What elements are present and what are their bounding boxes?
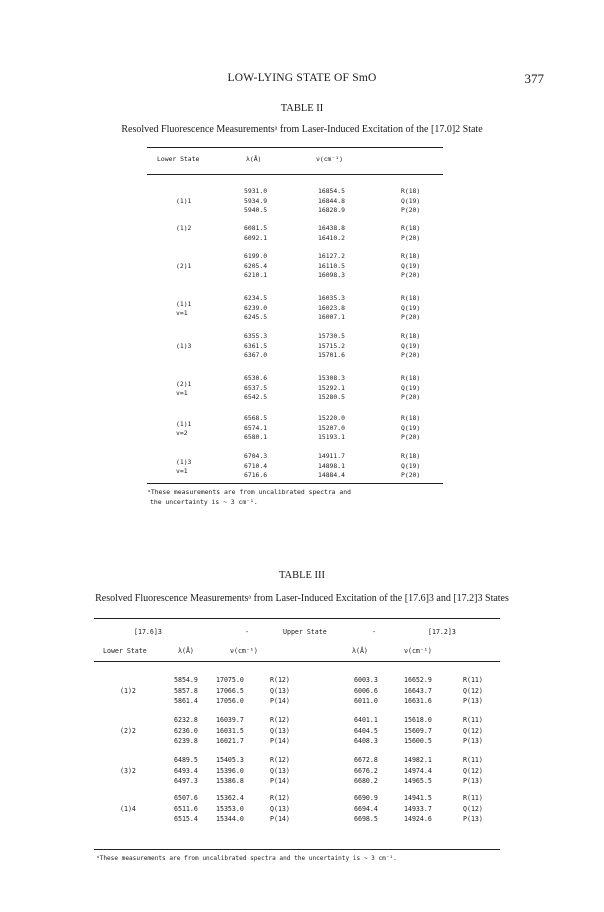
wavenumber-value: 16110.5 xyxy=(318,261,345,270)
branch-label: Q(19) xyxy=(401,461,421,470)
wavelength-value: 5940.5 xyxy=(244,206,268,214)
wavelength-value: 6530.6 xyxy=(244,374,268,382)
branch-label: R(12) xyxy=(270,676,290,684)
wavelength-value: 6367.0 xyxy=(244,351,268,359)
wavenumber-value: 15715.2 xyxy=(318,341,345,350)
wavelength-value: 6408.3 xyxy=(354,737,378,746)
table2-header-lower-state: Lower State xyxy=(157,155,200,163)
wavenumber-value: 16035.3 xyxy=(318,294,345,302)
wavelength-value: 6704.3 xyxy=(244,452,268,460)
branch-label: P(20) xyxy=(401,393,421,401)
vibrational-level: v=2 xyxy=(176,429,188,438)
table2-footnote-line1: ᵃThese measurements are from uncalibrated spectra and xyxy=(147,488,351,496)
branch-label: R(18) xyxy=(401,294,421,302)
table3-bottom-rule xyxy=(94,849,500,850)
running-title: LOW-LYING STATE OF SmO xyxy=(227,72,377,84)
wavenumber-value: 15618.0 xyxy=(404,716,432,724)
wavenumber-value: 15600.5 xyxy=(404,737,432,746)
branch-label: R(18) xyxy=(401,224,421,232)
wavenumber-value: 14965.5 xyxy=(404,777,432,786)
lower-state: (2)1 xyxy=(176,261,192,270)
table2-header-lambda: λ(Å) xyxy=(246,155,262,163)
lower-state: (2)2 xyxy=(120,726,136,735)
wavelength-value: 6011.0 xyxy=(354,697,378,706)
lower-state: (1)2 xyxy=(120,686,136,695)
wavelength-value: 5931.0 xyxy=(244,187,268,195)
table3-header-rule xyxy=(94,661,500,662)
wavelength-value: 6710.4 xyxy=(244,461,268,470)
branch-label: R(11) xyxy=(463,716,483,724)
branch-label: Q(19) xyxy=(401,341,421,350)
wavelength-value: 6676.2 xyxy=(354,766,378,775)
wavelength-value: 6081.5 xyxy=(244,224,268,232)
wavelength-value: 6672.8 xyxy=(354,756,378,764)
vibrational-level: v=1 xyxy=(176,389,188,398)
wavenumber-value: 16031.5 xyxy=(216,726,244,735)
branch-label: P(20) xyxy=(401,233,421,242)
wavenumber-value: 16039.7 xyxy=(216,716,244,724)
table2-header-nu: ν(cm⁻¹) xyxy=(316,155,343,163)
branch-label: P(14) xyxy=(270,815,290,824)
wavelength-value: 6092.1 xyxy=(244,233,268,242)
page-number: 377 xyxy=(524,71,544,86)
wavelength-value: 5934.9 xyxy=(244,196,268,205)
wavenumber-value: 14941.5 xyxy=(404,794,432,802)
wavelength-value: 6493.4 xyxy=(174,766,198,775)
table3-header-nu1: ν(cm⁻¹) xyxy=(230,647,258,655)
wavelength-value: 6355.3 xyxy=(244,332,268,340)
wavelength-value: 6515.4 xyxy=(174,815,198,824)
table3-group-upper-state: Upper State xyxy=(283,628,327,636)
wavenumber-value: 15701.6 xyxy=(318,351,345,359)
branch-label: R(18) xyxy=(401,452,421,460)
table3-header-nu2: ν(cm⁻¹) xyxy=(404,647,432,655)
lower-state: (1)4 xyxy=(120,804,136,813)
wavelength-value: 6245.5 xyxy=(244,313,268,321)
wavenumber-value: 16023.8 xyxy=(318,303,345,312)
branch-label: P(20) xyxy=(401,271,421,279)
branch-label: P(20) xyxy=(401,313,421,321)
branch-label: R(11) xyxy=(463,676,483,684)
wavelength-value: 6690.9 xyxy=(354,794,378,802)
wavelength-value: 6680.2 xyxy=(354,777,378,786)
table3-header-lambda1: λ(Å) xyxy=(178,647,194,655)
wavelength-value: 6404.5 xyxy=(354,726,378,735)
wavelength-value: 6507.6 xyxy=(174,794,198,802)
wavenumber-value: 16652.9 xyxy=(404,676,432,684)
lower-state: (1)1 xyxy=(176,419,192,428)
wavenumber-value: 16854.5 xyxy=(318,187,345,195)
wavenumber-value: 15730.5 xyxy=(318,332,345,340)
wavelength-value: 6574.1 xyxy=(244,423,268,432)
wavelength-value: 6236.0 xyxy=(174,726,198,735)
wavelength-value: 6511.6 xyxy=(174,804,198,813)
wavelength-value: 6205.4 xyxy=(244,261,268,270)
wavenumber-value: 15609.7 xyxy=(404,726,432,735)
wavenumber-value: 16127.2 xyxy=(318,252,345,260)
wavelength-value: 6361.5 xyxy=(244,341,268,350)
wavenumber-value: 17056.0 xyxy=(216,697,244,706)
wavenumber-value: 15193.1 xyxy=(318,433,345,441)
branch-label: Q(12) xyxy=(463,686,483,695)
wavenumber-value: 16021.7 xyxy=(216,737,244,746)
wavenumber-value: 15405.3 xyxy=(216,756,244,764)
wavenumber-value: 16098.3 xyxy=(318,271,345,279)
wavelength-value: 6497.3 xyxy=(174,777,198,786)
lower-state: (1)3 xyxy=(176,341,192,350)
lower-state: (1)1 xyxy=(176,299,192,308)
branch-label: R(18) xyxy=(401,414,421,422)
wavelength-value: 6210.1 xyxy=(244,271,268,279)
wavelength-value: 6003.3 xyxy=(354,676,378,684)
wavelength-value: 6716.6 xyxy=(244,471,268,479)
branch-label: P(14) xyxy=(270,777,290,786)
branch-label: R(18) xyxy=(401,187,421,195)
lower-state: (1)3 xyxy=(176,457,192,466)
branch-label: Q(12) xyxy=(463,766,483,775)
table2-footnote-line2: the uncertainty is ~ 3 cm⁻¹. xyxy=(150,498,258,506)
wavenumber-value: 14911.7 xyxy=(318,452,345,460)
wavelength-value: 5861.4 xyxy=(174,697,198,706)
wavenumber-value: 16844.8 xyxy=(318,196,345,205)
table2-label: TABLE II xyxy=(280,103,324,114)
wavenumber-value: 15344.0 xyxy=(216,815,244,824)
wavenumber-value: 15207.0 xyxy=(318,423,345,432)
branch-label: Q(13) xyxy=(270,766,290,775)
wavenumber-value: 16410.2 xyxy=(318,233,345,242)
branch-label: P(20) xyxy=(401,471,421,479)
table3-header-lambda2: λ(Å) xyxy=(352,647,368,655)
branch-label: Q(19) xyxy=(401,423,421,432)
branch-label: P(20) xyxy=(401,351,421,359)
table3-footnote: ᵃThese measurements are from uncalibrated spectra and the uncertainty is ~ 3 cm⁻¹. xyxy=(96,855,397,862)
branch-label: P(13) xyxy=(463,815,483,824)
wavelength-value: 6542.5 xyxy=(244,393,268,401)
table3-group-dash-left: - xyxy=(245,628,249,636)
wavelength-value: 6232.8 xyxy=(174,716,198,724)
branch-label: Q(12) xyxy=(463,804,483,813)
branch-label: R(12) xyxy=(270,794,290,802)
lower-state: (1)1 xyxy=(176,196,192,205)
wavelength-value: 6580.1 xyxy=(244,433,268,441)
wavenumber-value: 15280.5 xyxy=(318,393,345,401)
wavenumber-value: 15220.0 xyxy=(318,414,345,422)
vibrational-level: v=1 xyxy=(176,309,188,318)
wavelength-value: 6006.6 xyxy=(354,686,378,695)
wavelength-value: 6234.5 xyxy=(244,294,268,302)
wavenumber-value: 14933.7 xyxy=(404,804,432,813)
branch-label: R(11) xyxy=(463,794,483,802)
wavelength-value: 6401.1 xyxy=(354,716,378,724)
branch-label: Q(13) xyxy=(270,686,290,695)
wavenumber-value: 16007.1 xyxy=(318,313,345,321)
wavelength-value: 6489.5 xyxy=(174,756,198,764)
table3-label: TABLE III xyxy=(278,570,326,581)
wavelength-value: 6568.5 xyxy=(244,414,268,422)
branch-label: R(12) xyxy=(270,716,290,724)
table3-group-dash-right: - xyxy=(372,628,376,636)
wavenumber-value: 15353.0 xyxy=(216,804,244,813)
branch-label: Q(19) xyxy=(401,261,421,270)
table3-group-left: [17.6]3 xyxy=(134,628,162,636)
wavenumber-value: 16828.9 xyxy=(318,206,345,214)
wavenumber-value: 16643.7 xyxy=(404,686,432,695)
wavelength-value: 5854.9 xyxy=(174,676,198,684)
wavenumber-value: 16438.8 xyxy=(318,224,345,232)
branch-label: Q(19) xyxy=(401,196,421,205)
branch-label: R(18) xyxy=(401,332,421,340)
wavelength-value: 6537.5 xyxy=(244,383,268,392)
wavenumber-value: 17066.5 xyxy=(216,686,244,695)
branch-label: Q(12) xyxy=(463,726,483,735)
branch-label: P(20) xyxy=(401,206,421,214)
branch-label: P(13) xyxy=(463,777,483,786)
running-head xyxy=(0,72,604,88)
table2-top-rule xyxy=(147,147,443,148)
wavelength-value: 5857.8 xyxy=(174,686,198,695)
lower-state: (3)2 xyxy=(120,766,136,775)
lower-state: (1)2 xyxy=(176,224,192,232)
vibrational-level: v=1 xyxy=(176,467,188,476)
branch-label: P(14) xyxy=(270,737,290,746)
table2-header-rule xyxy=(147,174,443,175)
wavenumber-value: 17075.0 xyxy=(216,676,244,684)
table3-top-rule xyxy=(94,618,500,619)
wavenumber-value: 15386.8 xyxy=(216,777,244,786)
wavelength-value: 6239.8 xyxy=(174,737,198,746)
wavenumber-value: 14974.4 xyxy=(404,766,432,775)
wavelength-value: 6698.5 xyxy=(354,815,378,824)
table2-bottom-rule xyxy=(147,483,443,484)
branch-label: Q(19) xyxy=(401,383,421,392)
branch-label: P(14) xyxy=(270,697,290,706)
wavelength-value: 6694.4 xyxy=(354,804,378,813)
wavenumber-value: 15308.3 xyxy=(318,374,345,382)
wavenumber-value: 14884.4 xyxy=(318,471,345,479)
wavelength-value: 6199.0 xyxy=(244,252,268,260)
branch-label: R(11) xyxy=(463,756,483,764)
wavenumber-value: 14982.1 xyxy=(404,756,432,764)
wavenumber-value: 14898.1 xyxy=(318,461,345,470)
wavenumber-value: 15292.1 xyxy=(318,383,345,392)
branch-label: R(18) xyxy=(401,374,421,382)
table2-title: Resolved Fluorescence Measurementsᵃ from Laser-Induced Excitation of the [17.0]2 State xyxy=(121,124,483,135)
wavenumber-value: 15362.4 xyxy=(216,794,244,802)
wavenumber-value: 14924.6 xyxy=(404,815,432,824)
wavenumber-value: 15396.0 xyxy=(216,766,244,775)
branch-label: Q(13) xyxy=(270,726,290,735)
table3-group-right: [17.2]3 xyxy=(428,628,456,636)
branch-label: P(13) xyxy=(463,697,483,706)
branch-label: Q(19) xyxy=(401,303,421,312)
branch-label: P(13) xyxy=(463,737,483,746)
branch-label: Q(13) xyxy=(270,804,290,813)
table3-title: Resolved Fluorescence Measurementsᵃ from Laser-Induced Excitation of the [17.6]3 and [17.2]3 States xyxy=(95,593,509,604)
branch-label: R(12) xyxy=(270,756,290,764)
table3-header-lower-state: Lower State xyxy=(103,647,147,655)
lower-state: (2)1 xyxy=(176,379,192,388)
wavelength-value: 6239.0 xyxy=(244,303,268,312)
branch-label: P(20) xyxy=(401,433,421,441)
branch-label: R(18) xyxy=(401,252,421,260)
wavenumber-value: 16631.6 xyxy=(404,697,432,706)
